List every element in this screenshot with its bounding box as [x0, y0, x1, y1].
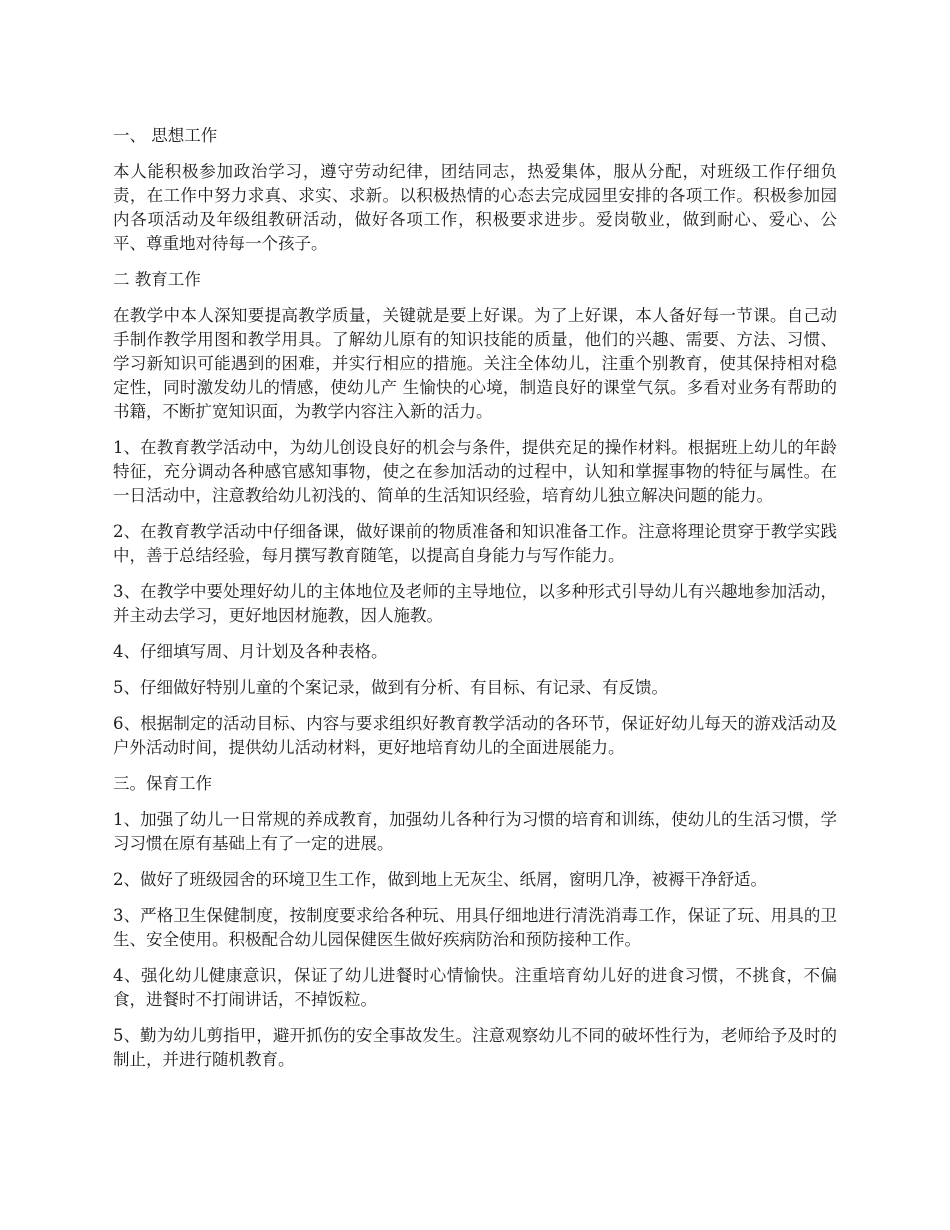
section-thought-work: [113, 124, 837, 256]
paragraph: 5、勤为幼儿剪指甲，避开抓伤的安全事故发生。注意观察幼儿不同的破坏性行为，老师给予及时的制止，并进行随机教育。: [113, 1026, 837, 1069]
section-heading: 二 教育工作: [113, 270, 201, 289]
paragraph: 4、强化幼儿健康意识，保证了幼儿进餐时心情愉快。注重培育幼儿好的进食习惯，不挑食，不偏食，进餐时不打闹讲话，不掉饭粒。: [113, 966, 837, 1009]
paragraph: 在教学中本人深知要提高教学质量，关键就是要上好课。为了上好课，本人备好每一节课。自己动手制作教学用图和教学用具。了解幼儿原有的知识技能的质量，他们的兴趣、需要、方法、习惯、学习新知识可能遇到的困难，并实行相应的措施。关注全体幼儿，注重个别教育，使其保持相对稳定性，同时激发幼儿的情感，使幼儿产 生愉快的心境，制造良好的课堂气氛。多看对业务有帮助的书籍，不断扩宽知识面，为教学内容注入新的活力。: [113, 306, 837, 421]
section-heading: 三。保育工作: [113, 774, 212, 793]
section-care-work: [113, 772, 837, 1072]
document-page: [113, 124, 837, 1084]
paragraph: 2、在教育教学活动中仔细备课，做好课前的物质准备和知识准备工作。注意将理论贯穿于教学实践中，善于总结经验，每月撰写教育随笔，以提高自身能力与写作能力。: [113, 522, 837, 565]
paragraph: 4、仔细填写周、月计划及各种表格。: [113, 642, 388, 661]
paragraph: 5、仔细做好特别儿童的个案记录，做到有分析、有目标、有记录、有反馈。: [113, 678, 668, 697]
section-heading: 一、 思想工作: [113, 126, 218, 145]
paragraph: 1、在教育教学活动中，为幼儿创设良好的机会与条件，提供充足的操作材料。根据班上幼儿的年龄特征，充分调动各种感官感知事物，使之在参加活动的过程中，认知和掌握事物的特征与属性。在一日活动中，注意教给幼儿初浅的、简单的生活知识经验，培育幼儿独立解决问题的能力。: [113, 438, 837, 505]
paragraph: 3、严格卫生保健制度，按制度要求给各种玩、用具仔细地进行清洗消毒工作，保证了玩、用具的卫生、安全使用。积极配合幼儿园保健医生做好疾病防治和预防接种工作。: [113, 906, 837, 949]
paragraph: 3、在教学中要处理好幼儿的主体地位及老师的主导地位，以多种形式引导幼儿有兴趣地参加活动，并主动去学习，更好地因材施教，因人施教。: [113, 582, 837, 625]
paragraph: 本人能积极参加政治学习，遵守劳动纪律，团结同志，热爱集体，服从分配，对班级工作仔细负责，在工作中努力求真、求实、求新。以积极热情的心态去完成园里安排的各项工作。积极参加园内各项活动及年级组教研活动，做好各项工作，积极要求进步。爱岗敬业，做到耐心、爱心、公平、尊重地对待每一个孩子。: [113, 162, 837, 253]
paragraph: 1、加强了幼儿一日常规的养成教育，加强幼儿各种行为习惯的培育和训练，使幼儿的生活习惯，学习习惯在原有基础上有了一定的进展。: [113, 810, 837, 853]
paragraph: 2、做好了班级园舍的环境卫生工作，做到地上无灰尘、纸屑，窗明几净，被褥干净舒适。: [113, 870, 767, 889]
section-education-work: [113, 268, 837, 760]
paragraph: 6、根据制定的活动目标、内容与要求组织好教育教学活动的各环节，保证好幼儿每天的游戏活动及户外活动时间，提供幼儿活动材料，更好地培育幼儿的全面进展能力。: [113, 714, 837, 757]
